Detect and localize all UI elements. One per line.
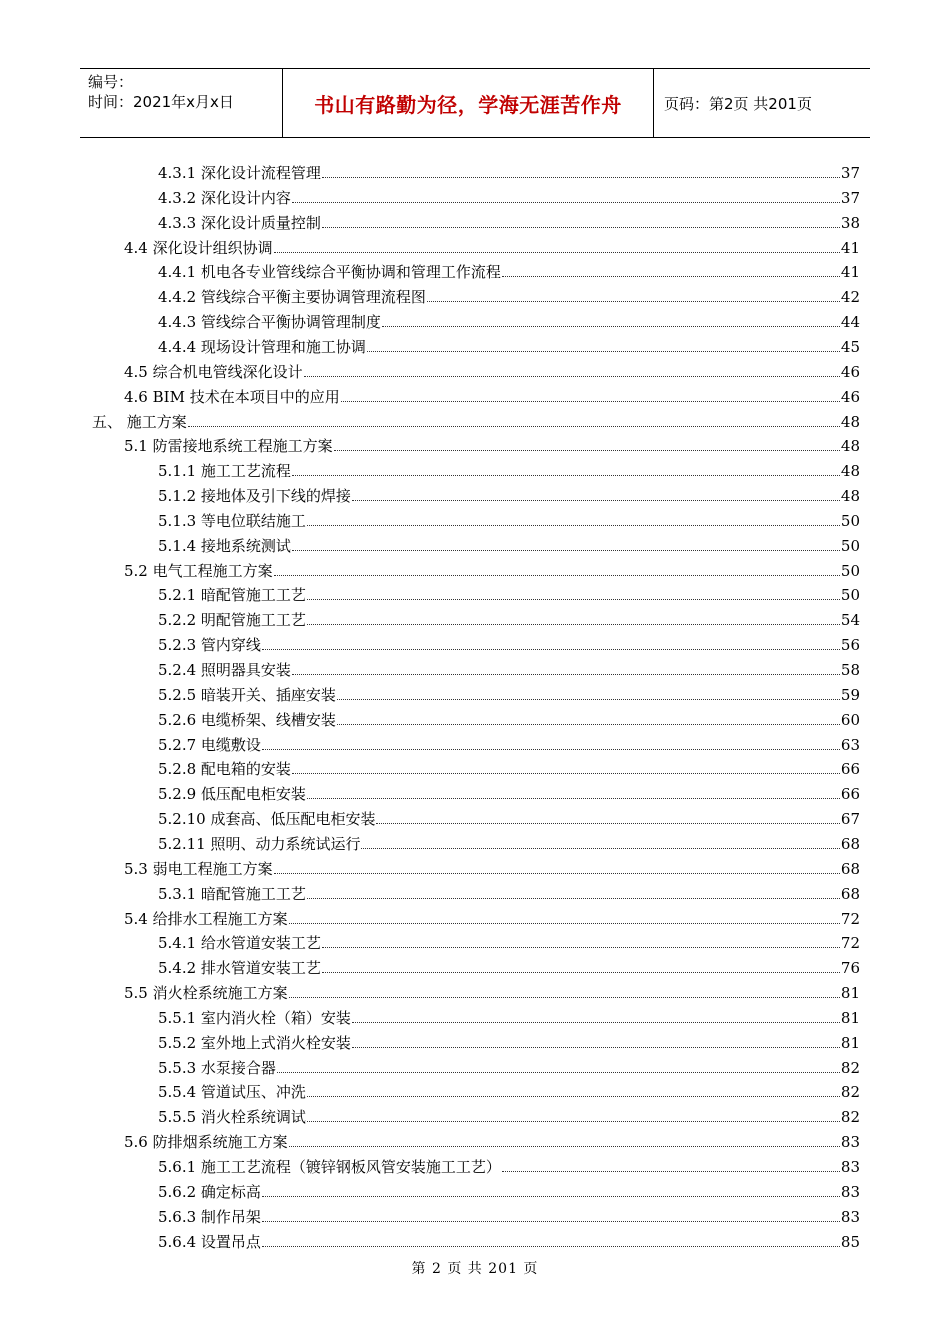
toc-entry-label: 5.2.1 暗配管施工工艺	[158, 586, 306, 605]
toc-entry[interactable]	[158, 879, 860, 903]
toc-entry-label: 5.2.10 成套高、低压配电柜安装	[158, 810, 376, 829]
toc-entry[interactable]	[158, 481, 860, 505]
toc-dot-leader	[427, 300, 840, 302]
toc-entry[interactable]	[124, 233, 860, 257]
toc-entry-label: 4.4.2 管线综合平衡主要协调管理流程图	[158, 288, 426, 307]
toc-entry-label: 5.4.2 排水管道安装工艺	[158, 959, 321, 978]
toc-entry-page: 50	[840, 586, 860, 605]
toc-entry-label: 5.2.8 配电箱的安装	[158, 760, 291, 779]
toc-entry-page: 50	[840, 561, 860, 580]
toc-dot-leader	[307, 524, 840, 526]
toc-dot-leader	[292, 673, 840, 675]
toc-dot-leader	[274, 251, 840, 253]
toc-entry[interactable]	[158, 1053, 860, 1077]
toc-entry-page: 83	[840, 1182, 860, 1201]
toc-dot-leader	[337, 698, 840, 700]
toc-entry-label: 5.6.4 设置吊点	[158, 1232, 261, 1251]
toc-entry-label: 4.4 深化设计组织协调	[124, 238, 273, 257]
toc-entry[interactable]	[158, 506, 860, 530]
toc-dot-leader	[277, 1071, 840, 1073]
toc-dot-leader	[376, 822, 839, 824]
toc-entry[interactable]	[158, 804, 860, 828]
toc-entry-label: 5.5.4 管道试压、冲洗	[158, 1083, 306, 1102]
toc-dot-leader	[352, 1021, 840, 1023]
toc-entry[interactable]	[158, 1177, 860, 1201]
toc-entry-page: 50	[840, 511, 860, 530]
toc-entry-label: 5.4.1 给水管道安装工艺	[158, 934, 321, 953]
toc-entry[interactable]	[124, 382, 860, 406]
toc-dot-leader	[352, 1046, 840, 1048]
toc-entry[interactable]	[158, 630, 860, 654]
toc-dot-leader	[382, 325, 840, 327]
toc-entry-label: 4.6 BIM 技术在本项目中的应用	[124, 387, 340, 406]
toc-entry-label: 5.2.6 电缆桥架、线槽安装	[158, 710, 336, 729]
toc-entry[interactable]	[158, 257, 860, 281]
toc-entry-page: 45	[840, 337, 860, 356]
toc-entry-label: 5.3 弱电工程施工方案	[124, 859, 273, 878]
toc-entry[interactable]	[158, 531, 860, 555]
toc-entry[interactable]	[158, 730, 860, 754]
toc-entry[interactable]	[158, 953, 860, 977]
toc-entry-page: 48	[840, 437, 860, 456]
toc-entry-page: 68	[840, 884, 860, 903]
toc-entry[interactable]	[158, 605, 860, 629]
toc-entry-label: 5.2.11 照明、动力系统试运行	[158, 834, 361, 853]
toc-entry[interactable]	[124, 1127, 860, 1151]
toc-dot-leader	[289, 922, 840, 924]
toc-entry-page: 63	[840, 735, 860, 754]
toc-entry-label: 5.6.1 施工工艺流程（镀锌钢板风管安装施工工艺）	[158, 1158, 501, 1176]
toc-entry[interactable]	[158, 282, 860, 306]
toc-dot-leader	[502, 1170, 840, 1172]
toc-entry[interactable]	[158, 1227, 860, 1251]
toc-entry-label: 4.3.2 深化设计内容	[158, 188, 291, 207]
toc-entry-label: 五、 施工方案	[92, 412, 187, 431]
toc-entry-label: 4.4.3 管线综合平衡协调管理制度	[158, 313, 381, 332]
toc-entry-page: 68	[840, 834, 860, 853]
toc-dot-leader	[352, 499, 840, 501]
toc-entry-page: 59	[840, 685, 860, 704]
toc-dot-leader	[361, 847, 839, 849]
toc-dot-leader	[289, 1145, 840, 1147]
toc-entry-page: 81	[840, 1033, 860, 1052]
toc-entry-page: 72	[840, 909, 860, 928]
toc-entry-page: 54	[840, 611, 860, 630]
toc-entry[interactable]	[158, 928, 860, 952]
page-footer: 第 2 页 共 201 页	[411, 1261, 539, 1277]
toc-entry[interactable]	[158, 655, 860, 679]
toc-entry[interactable]	[158, 779, 860, 803]
toc-entry-page: 67	[840, 810, 860, 829]
toc-dot-leader	[262, 1245, 840, 1247]
toc-dot-leader	[262, 648, 840, 650]
toc-entry-page: 37	[840, 188, 860, 207]
toc-entry-label: 4.5 综合机电管线深化设计	[124, 362, 303, 381]
toc-entry-label: 5.1.2 接地体及引下线的焊接	[158, 487, 351, 506]
toc-entry-page: 60	[840, 710, 860, 729]
toc-dot-leader	[334, 449, 840, 451]
toc-entry[interactable]	[158, 158, 860, 182]
toc-entry-page: 66	[840, 760, 860, 779]
toc-entry-label: 5.2.4 照明器具安装	[158, 661, 291, 679]
toc-dot-leader	[292, 772, 840, 774]
toc-dot-leader	[307, 1095, 840, 1097]
toc-entry[interactable]	[158, 1028, 860, 1052]
header-motto-cell	[283, 69, 654, 137]
toc-dot-leader	[292, 201, 840, 203]
toc-entry-page: 56	[840, 636, 860, 655]
toc-entry-page: 81	[840, 984, 860, 1003]
date-label: 时间：2021年x月x日	[88, 93, 234, 111]
toc-entry-label: 5.2.7 电缆敷设	[158, 735, 261, 754]
toc-entry-label: 5.2.3 管内穿线	[158, 636, 261, 655]
toc-dot-leader	[307, 623, 840, 625]
toc-entry-page: 41	[840, 263, 860, 282]
toc-entry[interactable]	[158, 705, 860, 729]
toc-dot-leader	[307, 797, 840, 799]
toc-entry-label: 5.1.3 等电位联结施工	[158, 511, 306, 530]
toc-entry-page: 44	[840, 313, 860, 332]
toc-entry-page: 66	[840, 785, 860, 804]
toc-entry[interactable]	[124, 556, 860, 580]
toc-entry[interactable]	[158, 1003, 860, 1027]
toc-dot-leader	[337, 723, 840, 725]
toc-dot-leader	[307, 1120, 840, 1122]
toc-entry[interactable]	[124, 357, 860, 381]
toc-entry-label: 5.2.9 低压配电柜安装	[158, 785, 306, 804]
header-page-label: 页码：第2页 共201页	[664, 94, 812, 113]
toc-entry[interactable]	[158, 332, 860, 356]
toc-entry[interactable]	[158, 680, 860, 704]
toc-entry[interactable]	[158, 208, 860, 232]
toc-entry[interactable]	[158, 307, 860, 331]
toc-dot-leader	[274, 574, 840, 576]
toc-entry[interactable]	[158, 456, 860, 480]
toc-entry-label: 4.4.4 现场设计管理和施工协调	[158, 337, 366, 356]
toc-entry[interactable]	[124, 904, 860, 928]
toc-entry-label: 5.4 给排水工程施工方案	[124, 909, 288, 928]
toc-dot-leader	[502, 275, 840, 277]
toc-entry-label: 5.5.5 消火栓系统调试	[158, 1108, 306, 1127]
toc-entry-page: 46	[840, 362, 860, 381]
toc-dot-leader	[274, 872, 840, 874]
toc-entry-page: 85	[840, 1232, 860, 1251]
toc-entry-label: 5.2 电气工程施工方案	[124, 561, 273, 580]
toc-dot-leader	[292, 549, 840, 551]
toc-entry-page: 68	[840, 859, 860, 878]
toc-entry-page: 76	[840, 959, 860, 978]
toc-entry-page: 81	[840, 1008, 860, 1027]
toc-entry-label: 4.3.3 深化设计质量控制	[158, 213, 321, 232]
toc-entry-page: 37	[840, 164, 860, 182]
header-page-cell	[654, 69, 870, 137]
toc-entry-page: 82	[840, 1058, 860, 1077]
toc-dot-leader	[262, 748, 840, 750]
toc-entry[interactable]	[158, 183, 860, 207]
toc-entry[interactable]	[124, 431, 860, 455]
toc-entry[interactable]	[158, 1152, 860, 1176]
toc-entry-label: 5.2.2 明配管施工工艺	[158, 611, 306, 630]
toc-entry-label: 5.5 消火栓系统施工方案	[124, 984, 288, 1003]
toc-entry-page: 50	[840, 536, 860, 555]
toc-entry-label: 5.6 防排烟系统施工方案	[124, 1133, 288, 1152]
toc-dot-leader	[367, 350, 840, 352]
toc-entry-page: 38	[840, 213, 860, 232]
toc-entry-label: 5.5.1 室内消火栓（箱）安装	[158, 1008, 351, 1027]
toc-entry[interactable]	[92, 407, 860, 431]
toc-dot-leader	[188, 425, 840, 427]
toc-entry-page: 48	[840, 462, 860, 481]
toc-dot-leader	[322, 971, 840, 973]
motto-text: 书山有路勤为径，学海无涯苦作舟	[314, 92, 622, 117]
toc-entry-page: 58	[840, 661, 860, 679]
toc-dot-leader	[292, 474, 840, 476]
toc-dot-leader	[322, 176, 840, 178]
toc-entry-label: 4.4.1 机电各专业管线综合平衡协调和管理工作流程	[158, 263, 501, 282]
code-label: 编号：	[88, 73, 134, 91]
toc-dot-leader	[262, 1195, 840, 1197]
toc-entry-page: 82	[840, 1083, 860, 1102]
toc-entry-label: 5.2.5 暗装开关、插座安装	[158, 685, 336, 704]
toc-dot-leader	[289, 996, 840, 998]
toc-entry-label: 5.5.3 水泵接合器	[158, 1058, 276, 1077]
toc-dot-leader	[304, 375, 840, 377]
toc-dot-leader	[262, 1220, 840, 1222]
toc-entry-label: 5.3.1 暗配管施工工艺	[158, 884, 306, 903]
toc-entry-page: 82	[840, 1108, 860, 1127]
toc-entry-label: 5.1.4 接地系统测试	[158, 536, 291, 555]
toc-entry[interactable]	[158, 1102, 860, 1126]
toc-entry-page: 72	[840, 934, 860, 953]
toc-entry-label: 5.1.1 施工工艺流程	[158, 462, 291, 481]
toc-entry[interactable]	[158, 754, 860, 778]
toc-entry[interactable]	[124, 978, 860, 1002]
toc-entry-page: 83	[840, 1158, 860, 1176]
toc-entry-page: 48	[840, 412, 860, 431]
toc-entry-label: 5.6.3 制作吊架	[158, 1207, 261, 1226]
toc-dot-leader	[322, 226, 840, 228]
toc-dot-leader	[322, 946, 840, 948]
page-header	[80, 68, 870, 138]
toc-dot-leader	[307, 897, 840, 899]
header-info-cell	[80, 69, 283, 137]
toc-entry[interactable]	[158, 580, 860, 604]
toc-entry-label: 5.1 防雷接地系统工程施工方案	[124, 437, 333, 456]
toc-entry-page: 83	[840, 1207, 860, 1226]
toc-entry-page: 42	[840, 288, 860, 307]
toc-entry[interactable]	[158, 1202, 860, 1226]
toc-entry-page: 41	[840, 238, 860, 257]
toc-entry-label: 4.3.1 深化设计流程管理	[158, 164, 321, 182]
toc-dot-leader	[307, 598, 840, 600]
toc-entry[interactable]	[158, 829, 860, 853]
toc-entry-label: 5.6.2 确定标高	[158, 1182, 261, 1201]
toc-dot-leader	[341, 400, 840, 402]
toc-entry-page: 46	[840, 387, 860, 406]
toc-entry-page: 83	[840, 1133, 860, 1152]
toc-entry-label: 5.5.2 室外地上式消火栓安装	[158, 1033, 351, 1052]
toc-entry-page: 48	[840, 487, 860, 506]
toc-entry[interactable]	[158, 1077, 860, 1101]
toc-entry[interactable]	[124, 854, 860, 878]
